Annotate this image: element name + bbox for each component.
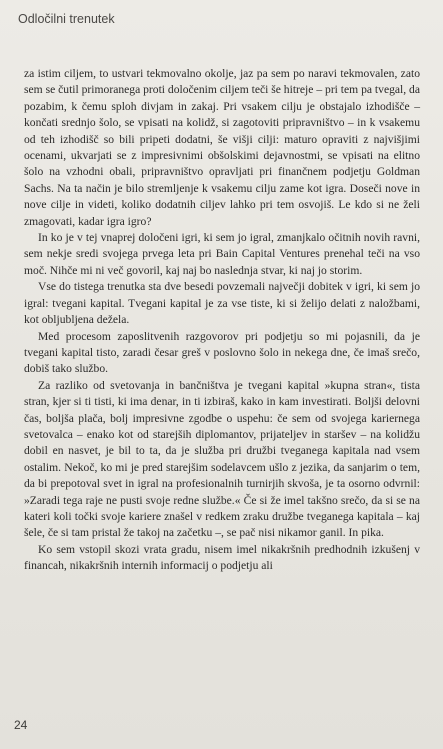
paragraph: In ko je v tej vnaprej določeni igri, ki sem jo igral, zmanjkalo očitnih novih ravni, sem nekje sredi svojega prvega leta pri Bain Capital Ventures prenehal teči na vso moč. Nihče mi ni več govoril, kaj naj bo naslednja stvar, ki naj jo storim.: [24, 231, 420, 277]
paragraph: Med procesom zaposlitvenih razgovorov pri podjetju so mi pojasnili, da je tvegani kapital tisto, zaradi česar greš v poslovno šolo in nekega dne, če imaš srečo, dobiš tako službo.: [24, 329, 420, 376]
body-text: [24, 66, 420, 575]
page-number: 24: [14, 718, 28, 732]
paragraph: Vse do tistega trenutka sta dve besedi povzemali največji dobitek v igri, ki sem jo igral: tvegani kapital. Tvegani kapital je za vse tiste, ki si želijo delati z naložbami, kot obljubljena dežela.: [24, 280, 420, 327]
paragraph: Ko sem vstopil skozi vrata gradu, nisem imel nikakršnih predhodnih izkušenj v financah, nikakršnih internih informacij o podjetju ali: [24, 542, 420, 573]
running-header: Odločilni trenutek: [18, 12, 115, 26]
paragraph: Za razliko od svetovanja in bančništva je tvegani kapital »kupna stran«, tista stran, kjer si ti tisti, ki ima denar, in ti izbiraš, kako in kam investirati. Boljši delovni čas, boljša plača, bolj impresivne zgodbe o uspehu: če sem od svojega kariernega svetovalca – enako kot od starejših diplomantov, prijateljev in staršev – na kolidžu dobil en nasvet, je bil to ta, da je služba pri družbi tveganega kapitala nad vsem ostalim. Nekoč, ko mi je pred starejšim sodelavcem ušlo z jezika, da sanjarim o tem, da bi prepotoval svet in igral na profesionalnih turnirjih skvoša, je ta osorno odvrnil: »Zaradi tega raje ne pusti svoje redne službe.« Če si že imel takšno srečo, da si se na kateri koli točki svoje kariere znašel v redkem zraku družbe tveganega kapitala – kaj šele, če si tam pristal že takoj na začetku –, se pač nisi nikamor ganil. In pika.: [24, 378, 420, 540]
paragraph: za istim ciljem, to ustvari tekmovalno okolje, jaz pa sem po naravi tekmovalen, zato sem se čutil primoranega proti določenim ciljem teči še hitreje – pri tem pa tvegal, da pozabim, k čemu sploh divjam in zakaj. Pri vsakem cilju je obstajalo izhodišče – končati srednjo šolo, se vpisati na kolidž, si zagotoviti pripravništvo – in k vsakemu od teh izhodišč so bili pripeti dodatni, še višji cilji: maturo opraviti z najvišjimi ocenami, ukvarjati se z impresivnimi obšolskimi dejavnostmi, se vpisati na elitno šolo na vzhodni obali, pripravništvo opravljati pri finančnem podjetju Goldman Sachs. Na ta način je bilo stremljenje k vsakemu cilju zame kot igra. Doseči nove in nove cilje in videti, koliko dodatnih ciljev lahko pri tem osvojiš. Le kdo si ne želi zmagovati, kadar igra igro?: [24, 67, 420, 228]
